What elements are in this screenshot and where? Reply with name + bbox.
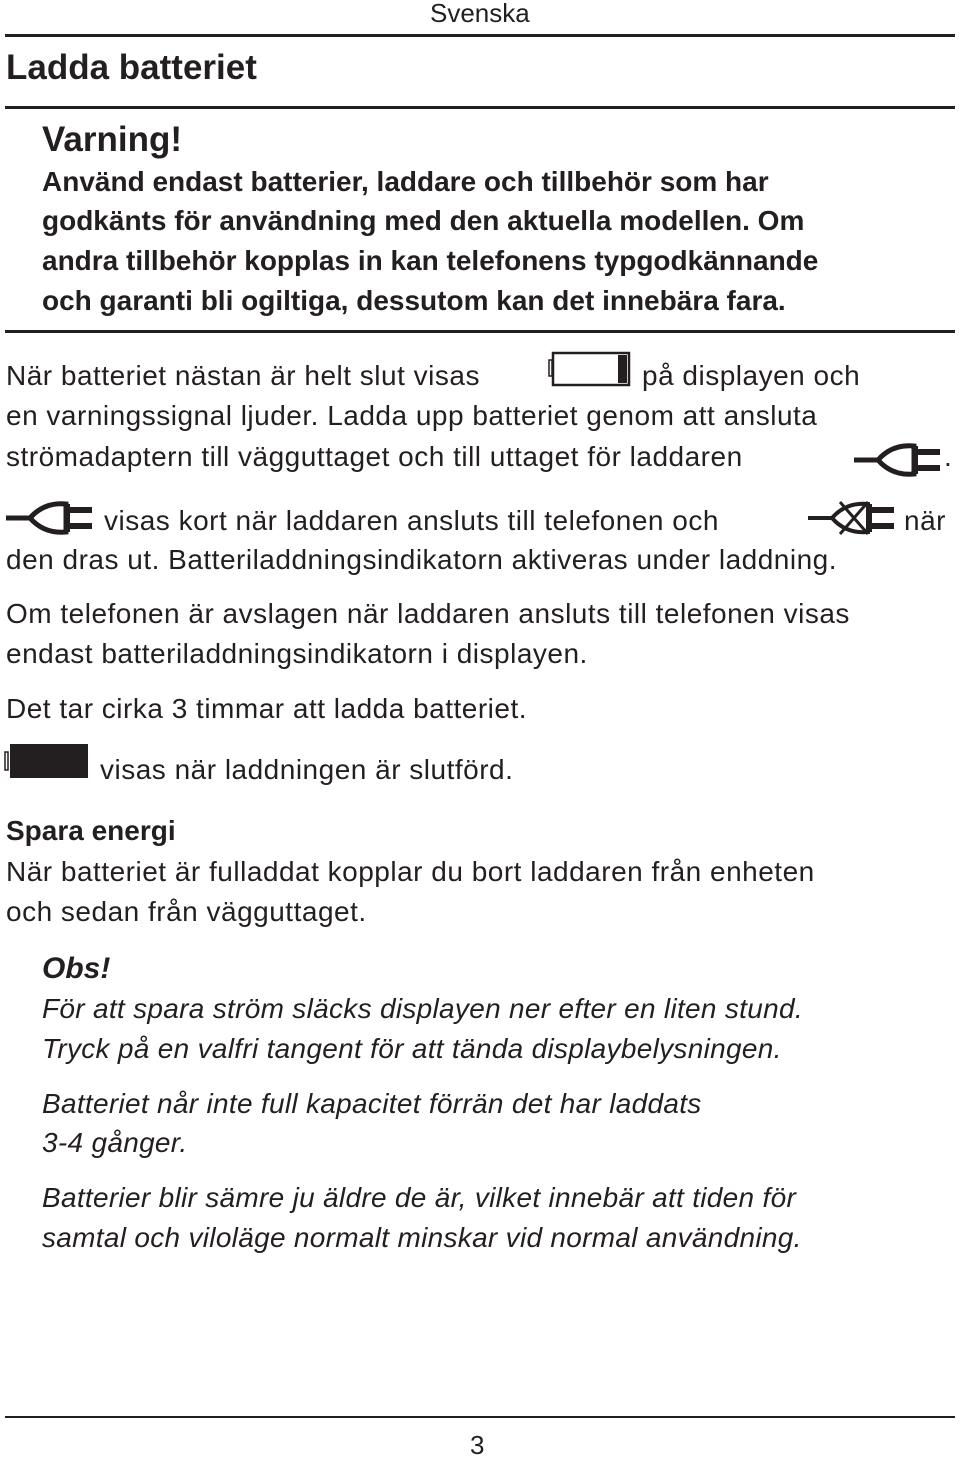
warning-rule bbox=[5, 330, 955, 333]
charging-text: en varningssignal ljuder. Ladda upp batteriet genom att ansluta bbox=[6, 400, 818, 431]
warning-line: godkänts för användning med den aktuella modellen. Om bbox=[42, 205, 805, 236]
section-title: Ladda batteriet bbox=[6, 48, 257, 87]
warning-line: och garanti bli ogiltiga, dessutom kan det innebära fara. bbox=[42, 285, 786, 316]
charging-text: När batteriet nästan är helt slut visas bbox=[6, 360, 480, 391]
charging-text: på displayen och bbox=[642, 360, 861, 391]
charging-text: endast batteriladdningsindikatorn i displayen. bbox=[6, 638, 588, 669]
note-heading: Obs! bbox=[42, 952, 111, 985]
energy-text: När batteriet är fulladdat kopplar du bort laddaren från enheten bbox=[6, 856, 815, 887]
battery-full-icon bbox=[4, 742, 90, 782]
language-label: Svenska bbox=[430, 0, 530, 28]
plug-icon bbox=[852, 440, 948, 480]
charging-text: Om telefonen är avslagen när laddaren ansluts till telefonen visas bbox=[6, 598, 850, 629]
note-text: Batterier blir sämre ju äldre de är, vilket innebär att tiden för bbox=[42, 1182, 797, 1213]
warning-line: Använd endast batterier, laddare och tillbehör som har bbox=[42, 166, 769, 197]
charging-text: den dras ut. Batteriladdningsindikatorn aktiveras under laddning. bbox=[6, 544, 838, 575]
battery-low-icon bbox=[548, 351, 632, 389]
note-text: 3-4 gånger. bbox=[42, 1127, 188, 1158]
warning-line: andra tillbehör kopplas in kan telefonens typgodkännande bbox=[42, 245, 819, 276]
note-text: samtal och viloläge normalt minskar vid normal användning. bbox=[42, 1222, 802, 1253]
charging-text: när bbox=[904, 505, 946, 536]
energy-text: och sedan från vägguttaget. bbox=[6, 896, 367, 927]
header-rule bbox=[5, 34, 955, 37]
charging-text: Det tar cirka 3 timmar att ladda batteriet. bbox=[6, 693, 528, 724]
charging-text: visas när laddningen är slutförd. bbox=[100, 754, 514, 785]
title-rule bbox=[5, 106, 955, 109]
note-text: Tryck på en valfri tangent för att tända displaybelysningen. bbox=[42, 1033, 782, 1064]
page-number: 3 bbox=[470, 1430, 485, 1460]
charging-text: visas kort när laddaren ansluts till telefonen och bbox=[104, 505, 719, 536]
note-text: Batteriet når inte full kapacitet förrän det har laddats bbox=[42, 1088, 702, 1119]
energy-heading: Spara energi bbox=[6, 815, 176, 846]
footer-rule bbox=[5, 1416, 955, 1418]
warning-heading: Varning! bbox=[42, 120, 183, 159]
note-text: För att spara ström släcks displayen ner efter en liten stund. bbox=[42, 993, 803, 1024]
plug-disconnected-icon bbox=[806, 498, 902, 538]
charging-text: . bbox=[944, 441, 953, 472]
charging-text: strömadaptern till vägguttaget och till uttaget för laddaren bbox=[6, 441, 743, 472]
plug-icon bbox=[4, 498, 100, 538]
